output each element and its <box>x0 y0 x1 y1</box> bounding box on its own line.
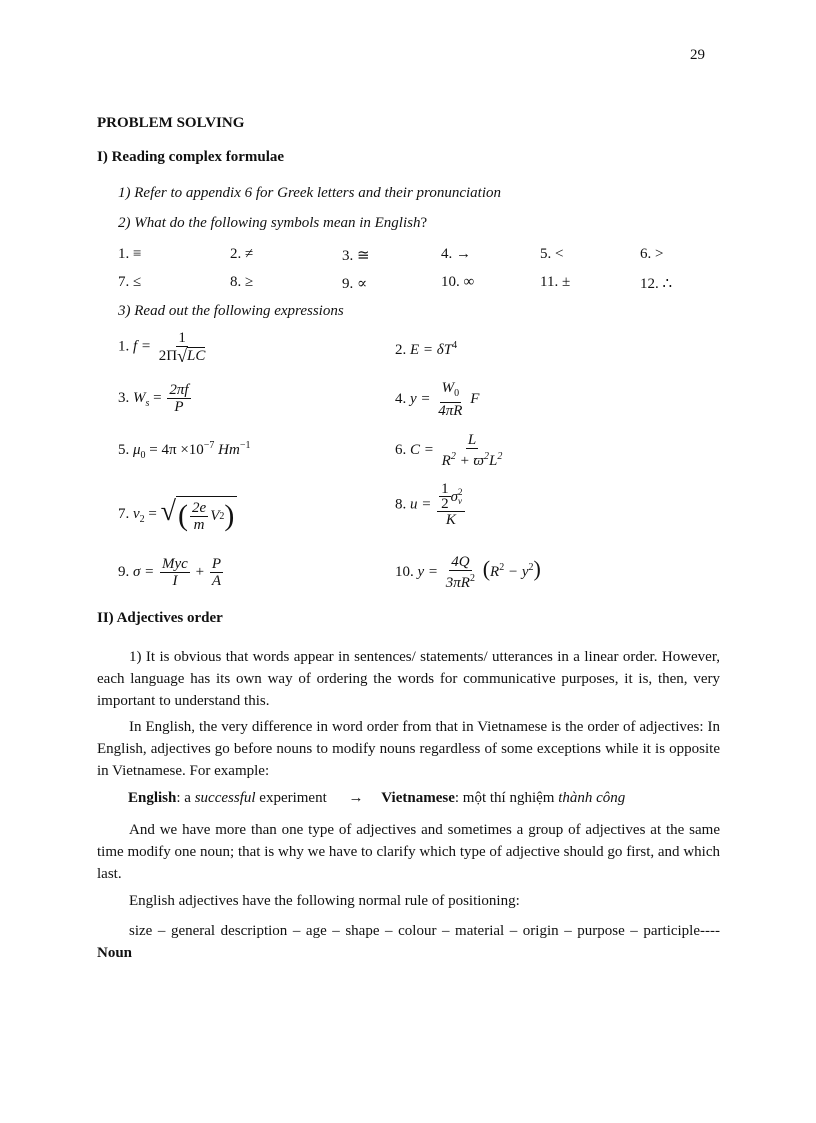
right-paren: ) <box>533 555 541 581</box>
fraction <box>437 482 464 528</box>
paragraph-1 <box>97 646 720 712</box>
symbol-item: 2. ≠ <box>230 246 254 262</box>
fraction <box>440 432 505 469</box>
expression-3 <box>118 382 193 415</box>
paragraph-2 <box>97 716 720 782</box>
superscript: −1 <box>239 440 251 451</box>
expression-7 <box>118 496 237 533</box>
symbol-item: 4. → <box>441 246 471 262</box>
example-adjective: successful <box>194 790 256 806</box>
example-text: experiment <box>255 790 327 806</box>
subscript: 2 <box>219 510 225 522</box>
paragraph-text: English adjectives have the following normal rule of positioning: <box>129 893 520 909</box>
denominator: P <box>174 399 184 415</box>
expression-lhs: f = <box>133 338 152 355</box>
vietnamese-label: Vietnamese <box>381 790 455 806</box>
denominator: K <box>445 512 456 528</box>
expression-10 <box>395 554 541 591</box>
left-paren: ( <box>482 555 491 581</box>
sigma-symbol: σ <box>450 488 459 505</box>
expression-lhs: μ <box>133 442 141 458</box>
superscript: 2 <box>450 451 456 462</box>
numerator: 1 <box>178 330 186 346</box>
denominator-part: + ϖ <box>455 453 485 469</box>
denominator-part: 2Π <box>158 347 178 364</box>
paragraph-3 <box>97 819 720 885</box>
paragraph-text: size – general description – age – shape – colour – material – origin – purpose – participle---- <box>129 923 720 939</box>
expression-lhs: σ = <box>133 563 155 580</box>
half-fraction <box>439 482 451 511</box>
sqrt-icon: √ <box>177 345 188 366</box>
denominator: 4πR <box>438 403 463 419</box>
symbol-item: 9. ∝ <box>342 276 368 292</box>
example-line <box>128 790 625 807</box>
denominator <box>157 347 208 364</box>
section-1-title: I) Reading complex formulae <box>97 149 285 165</box>
expression-label: 4. <box>395 390 407 407</box>
denominator <box>440 449 505 469</box>
paragraph-text: In English, the very difference in word order from that in Vietnamese is the order of adjectives: In English, adjectives go before nouns to modify nouns regardless of some exceptions while it is opposite in Vietnamese. For example: <box>97 719 720 779</box>
expression-4 <box>395 380 479 419</box>
instruction-2-question-mark: ? <box>420 215 428 231</box>
arrow-icon: → <box>348 790 364 806</box>
superscript: −7 <box>203 440 215 451</box>
subscript: s <box>145 397 150 409</box>
superscript: 2 <box>469 573 475 584</box>
section-2-title: II) Adjectives order <box>97 610 223 626</box>
numerator <box>437 482 464 512</box>
superscript: 2 <box>497 451 503 462</box>
expression-8 <box>395 482 467 528</box>
subscript: 2 <box>139 513 145 525</box>
instruction-1: 1) Refer to appendix 6 for Greek letters and their pronunciation <box>118 185 501 201</box>
symbol-item: 12. ∴ <box>640 276 673 292</box>
symbol-item: 5. < <box>540 246 564 262</box>
fraction <box>436 380 464 419</box>
square-root <box>161 496 238 533</box>
expression-part: − y <box>504 563 529 580</box>
left-paren: ( <box>178 499 189 532</box>
expression-label: 8. <box>395 496 407 513</box>
superscript: 2 <box>528 561 534 573</box>
fraction <box>210 556 223 589</box>
example-text: : a <box>176 790 195 806</box>
half-denominator: 2 <box>441 496 449 512</box>
superscript: 4 <box>452 340 458 351</box>
expression-1 <box>118 330 209 364</box>
equals-sign: = <box>153 389 162 406</box>
expression-tail: V <box>210 507 220 524</box>
expression-part: R <box>490 563 500 580</box>
plus-sign: + <box>195 563 205 580</box>
symbol-item: 3. ≅ <box>342 248 370 264</box>
expression-lhs: v <box>133 505 140 522</box>
expression-label: 2. <box>395 342 407 358</box>
symbol-item: 11. ± <box>540 274 571 290</box>
paragraph-text: And we have more than one type of adjectives and sometimes a group of adjectives at the same time modify one noun; that is why we have to clarify which type of adjective should go first, and which last. <box>97 822 720 882</box>
radicand <box>176 496 237 533</box>
symbols-row-2 <box>118 274 698 294</box>
symbol-item: 10. ∞ <box>441 274 475 290</box>
expression-part: Hm <box>214 442 240 458</box>
denominator: m <box>193 516 205 533</box>
equals-sign: = <box>148 505 157 522</box>
numerator: P <box>211 556 221 572</box>
subscript: 0 <box>140 450 146 461</box>
expression-body: E = δT <box>410 342 453 358</box>
symbol-item: 7. ≤ <box>118 274 142 290</box>
instruction-2 <box>118 215 427 232</box>
expression-part: = 4π ×10 <box>145 442 204 458</box>
expression-lhs: y = <box>417 563 439 580</box>
superscript: 2 <box>484 451 490 462</box>
denominator: I <box>172 573 178 589</box>
denominator-part: 3πR <box>445 575 470 591</box>
script-stack <box>458 488 463 506</box>
expression-tail: F <box>470 390 480 407</box>
superscript: 2 <box>499 561 505 573</box>
symbol-item: 6. > <box>640 246 664 262</box>
numerator: 2πf <box>169 382 189 398</box>
instruction-3: 3) Read out the following expressions <box>118 303 344 319</box>
subscript: 0 <box>454 388 460 399</box>
symbol-item: 1. ≡ <box>118 246 142 262</box>
fraction <box>157 330 208 364</box>
denominator-part: R <box>441 453 451 469</box>
numerator <box>440 380 462 403</box>
denominator-part: L <box>489 453 498 469</box>
page-number: 29 <box>690 47 705 63</box>
half-numerator: 1 <box>441 481 449 497</box>
expression-label: 3. <box>118 389 130 406</box>
expression-label: 5. <box>118 442 130 458</box>
denominator <box>444 571 477 591</box>
radicand: LC <box>187 348 206 364</box>
right-paren: ) <box>224 499 235 532</box>
subscript: v <box>458 495 463 506</box>
expression-label: 6. <box>395 441 407 458</box>
numerator: 2e <box>192 499 207 516</box>
expression-lhs: W <box>133 389 146 406</box>
superscript: 2 <box>458 486 463 497</box>
expression-lhs: C = <box>410 441 434 458</box>
expression-6 <box>395 432 506 469</box>
fraction <box>167 382 190 415</box>
expression-5 <box>118 440 250 461</box>
paragraph-text: 1) It is obvious that words appear in sentences/ statements/ utterances in a linear order. However, each language has its own way of ordering the words for communicative purposes, it is, then, very important to understand this. <box>97 649 720 709</box>
expression-label: 1. <box>118 338 130 355</box>
example-adjective: thành công <box>558 790 626 806</box>
paragraph-4 <box>97 890 720 912</box>
fraction <box>160 556 190 589</box>
expression-lhs: y = <box>410 390 431 407</box>
expression-2 <box>395 340 457 359</box>
symbol-item: 8. ≥ <box>230 274 254 290</box>
denominator: A <box>211 573 221 589</box>
expression-lhs: u = <box>410 496 432 513</box>
numerator: 4Q <box>451 554 470 570</box>
fraction <box>190 500 208 533</box>
expression-label: 10. <box>395 563 414 580</box>
paragraph-5 <box>97 920 720 964</box>
expression-label: 7. <box>118 505 130 522</box>
numerator: Myc <box>162 556 188 572</box>
example-text: : một thí nghiệm <box>454 790 559 806</box>
english-label: English <box>128 790 177 806</box>
expression-9 <box>118 556 225 589</box>
expression-label: 9. <box>118 563 130 580</box>
noun-label: Noun <box>97 945 133 961</box>
symbols-row-1 <box>118 246 698 266</box>
page-title: PROBLEM SOLVING <box>97 115 245 131</box>
instruction-2-text: 2) What do the following symbols mean in English <box>118 215 421 231</box>
sqrt-icon: √ <box>160 496 177 527</box>
numerator: L <box>467 432 477 448</box>
fraction <box>444 554 477 591</box>
numerator-var: W <box>441 380 455 396</box>
